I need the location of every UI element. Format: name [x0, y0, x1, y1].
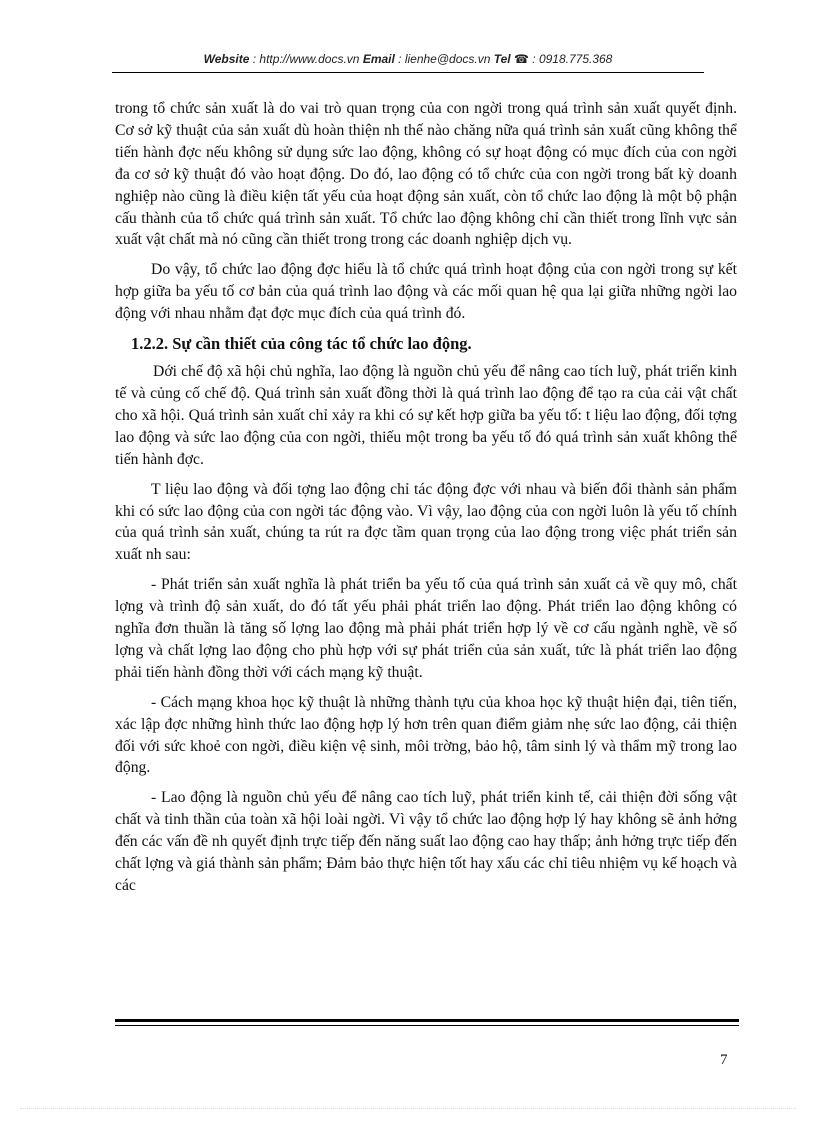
email-label: Email: [362, 52, 395, 66]
page-number: 7: [720, 1052, 728, 1068]
tel-value: : 0918.775.368: [528, 52, 613, 66]
paragraph: T liệu lao động và đối tợng lao động chỉ tác động đợc với nhau và biến đổi thành sản phẩm khi có sức lao động của con ngời tác động vào. Vì vậy, lao động của con ngời luôn là yếu tố chính của quá trình sản xuất, chúng ta rút ra đợc tầm quan trọng của lao động trong việc phát triển sản xuất nh sau:: [115, 480, 737, 564]
document-body: [115, 98, 737, 905]
email-value: : lienhe@docs.vn: [394, 52, 494, 66]
paragraph: Do vậy, tổ chức lao động đợc hiểu là tổ chức quá trình hoạt động của con ngời trong sự kết hợp giữa ba yếu tố cơ bản của quá trình lao động và các mối quan hệ qua lại giữa những ngời lao động với nhau nhằm đạt đợc mục đích của quá trình đó.: [115, 261, 737, 323]
paragraph: - Phát triển sản xuất nghĩa là phát triển ba yếu tố của quá trình sản xuất cả về quy mô, chất lợng và trình độ sản xuất, do đó tất yếu phải phát triển lao động. Phát triển lao động không có nghĩa đơn thuần là tăng số lợng lao động mà phải phát triển hợp lý về cơ cấu ngành nghề, về số lợng và chất lợng lao động cho phù hợp với sự phát triển của sản xuất, tức là phát triển lao động phải tiến hành đồng thời với cách mạng kỹ thuật.: [115, 576, 737, 681]
page-header: [0, 52, 816, 66]
phone-icon: ☎: [513, 52, 529, 66]
tel-label: Tel: [493, 52, 511, 66]
section-heading: 1.2.2. Sự cần thiết của công tác tổ chức lao động.: [131, 334, 472, 354]
footer-rule-thick: [115, 1019, 739, 1022]
bottom-dotted-line: [20, 1108, 796, 1109]
paragraph: trong tổ chức sản xuất là do vai trò quan trọng của con ngời trong quá trình sản xuất quyết định. Cơ sở kỹ thuật của sản xuất dù hoàn thiện nh thế nào chăng nữa quá trình sản xuất cũng không thể tiến hành đợc nếu không sử dụng sức lao động, không có sự hoạt động có mục đích của con ngời đa cơ sở kỹ thuật đó vào hoạt động. Do đó, lao động có tổ chức của con ngời trong bất kỳ doanh nghiệp nào cũng là điều kiện tất yếu của hoạt động sản xuất, còn tổ chức lao động là một bộ phận cấu thành của tổ chức quá trình sản xuất. Tổ chức lao động không chỉ cần thiết trong lĩnh vực sản xuất vật chất mà nó cũng cần thiết trong trong các doanh nghiệp dịch vụ.: [115, 100, 737, 249]
website-value: : http://www.docs.vn: [249, 52, 363, 66]
paragraph: Dới chế độ xã hội chủ nghĩa, lao động là nguồn chủ yếu để nâng cao tích luỹ, phát triển kinh tế và củng cố chế độ. Quá trình sản xuất đồng thời là quá trình lao động để tạo ra của cải vật chất cho xã hội. Quá trình sản xuất chỉ xảy ra khi có sự kết hợp giữa ba yếu tố: t liệu lao động, đối tợng lao động và sức lao động của con ngời, thiếu một trong ba yếu tố đó quá trình sản xuất không thể tiến hành đợc.: [115, 363, 737, 468]
paragraph: - Lao động là nguồn chủ yếu để nâng cao tích luỹ, phát triển kinh tế, cải thiện đời sống vật chất và tinh thần của toàn xã hội loài ngời. Vì vậy tổ chức lao động hợp lý hay không sẽ ảnh hởng đến các vấn đề nh quyết định trực tiếp đến năng suất lao động cao hay thấp; ảnh hởng trực tiếp đến chất lợng và giá thành sản phẩm; Đảm bảo thực hiện tốt hay xấu các chỉ tiêu nhiệm vụ kế hoạch và các: [115, 789, 737, 894]
website-label: Website: [203, 52, 250, 66]
footer-rule-thin: [115, 1025, 739, 1026]
header-rule: [112, 72, 704, 73]
paragraph: - Cách mạng khoa học kỹ thuật là những thành tựu của khoa học kỹ thuật hiện đại, tiên tiến, xác lập đợc những hình thức lao động hợp lý hơn trên quan điểm giảm nhẹ sức lao động, cải thiện đối với sức khoẻ con ngời, điều kiện vệ sinh, môi trờng, bảo hộ, tâm sinh lý và thẩm mỹ trong lao động.: [115, 693, 737, 777]
